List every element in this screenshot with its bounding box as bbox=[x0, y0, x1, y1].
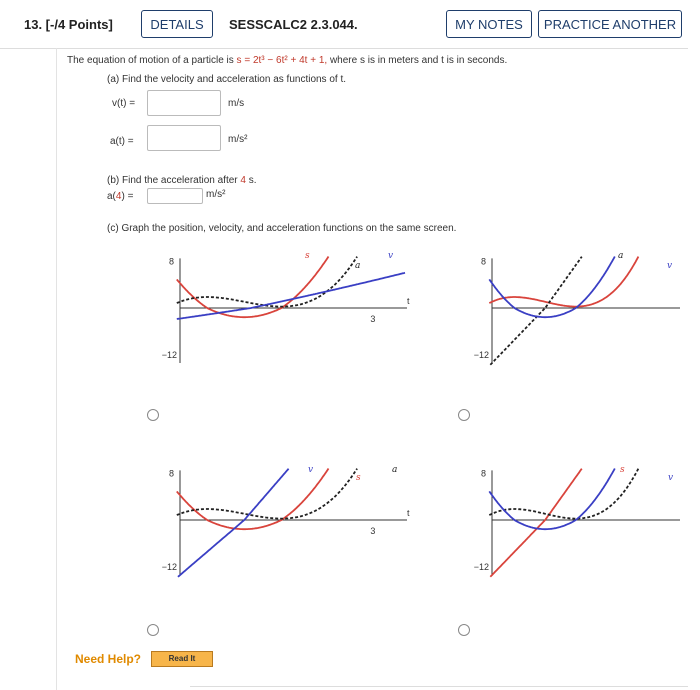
a4-label: a(4) = bbox=[107, 191, 134, 202]
v-label: v(t) = bbox=[112, 98, 136, 109]
need-help-label: Need Help? bbox=[75, 652, 142, 666]
part-c-prompt: (c) Graph the position, velocity, and acceleration functions on the same screen. bbox=[107, 223, 457, 234]
x-axis-label: t bbox=[407, 296, 410, 306]
details-button[interactable]: DETAILS bbox=[141, 10, 213, 38]
curve-label-v: v bbox=[308, 465, 314, 475]
practice-another-button[interactable]: PRACTICE ANOTHER bbox=[538, 10, 682, 38]
part-b-prompt: (b) Find the acceleration after 4 s. bbox=[107, 175, 257, 186]
bottom-divider bbox=[190, 686, 688, 687]
part-a-prompt: (a) Find the velocity and acceleration as functions of t. bbox=[107, 74, 347, 85]
curve-label-a: a bbox=[618, 251, 624, 261]
question-number: 13. [-/4 Points] bbox=[24, 17, 113, 32]
my-notes-button[interactable]: MY NOTES bbox=[446, 10, 532, 38]
a-unit: m/s² bbox=[228, 134, 248, 145]
read-it-button[interactable]: Read It bbox=[151, 651, 213, 667]
a4-input[interactable] bbox=[147, 188, 203, 204]
y-top-tick: 8 bbox=[168, 256, 174, 267]
problem-code: SESSCALC2 2.3.044. bbox=[229, 17, 358, 32]
y-top-tick: 8 bbox=[480, 468, 486, 479]
curve-a bbox=[490, 257, 582, 365]
curve-a bbox=[177, 257, 357, 307]
velocity-input[interactable] bbox=[147, 90, 221, 116]
y-bottom-tick: −12 bbox=[161, 562, 177, 573]
radio-graph-3[interactable] bbox=[147, 624, 159, 636]
y-top-tick: 8 bbox=[480, 256, 486, 267]
curve-label-a: a bbox=[355, 261, 361, 271]
curve-s bbox=[490, 469, 582, 577]
radio-graph-1[interactable] bbox=[147, 409, 159, 421]
graph-option-4 bbox=[460, 448, 690, 638]
x-tick-3: 3 bbox=[370, 314, 376, 324]
question-header bbox=[0, 0, 688, 49]
curve-label-s: s bbox=[620, 465, 625, 475]
graph-option-2 bbox=[460, 236, 690, 426]
v-unit: m/s bbox=[228, 98, 245, 109]
curve-v bbox=[177, 273, 405, 319]
radio-graph-2[interactable] bbox=[458, 409, 470, 421]
acceleration-input[interactable] bbox=[147, 125, 221, 151]
curve-label-s: s bbox=[356, 473, 361, 483]
question-intro: The equation of motion of a particle is s = 2t³ − 6t² + 4t + 1, where s is in meters and t is in seconds. bbox=[67, 55, 508, 66]
y-bottom-tick: −12 bbox=[161, 350, 177, 361]
a-label: a(t) = bbox=[110, 136, 134, 147]
curve-label-s: s bbox=[305, 251, 310, 261]
x-tick-3: 3 bbox=[370, 526, 376, 536]
curve-v bbox=[178, 469, 289, 577]
y-bottom-tick: −12 bbox=[473, 350, 489, 361]
graph-option-1 bbox=[150, 236, 420, 426]
curve-label-v: v bbox=[668, 473, 674, 483]
content-divider bbox=[56, 48, 57, 690]
y-top-tick: 8 bbox=[168, 468, 174, 479]
curve-label-v: v bbox=[667, 261, 673, 271]
a4-unit: m/s² bbox=[206, 189, 226, 200]
equation: s = 2t³ − 6t² + 4t + 1, bbox=[236, 55, 328, 66]
y-bottom-tick: −12 bbox=[473, 562, 489, 573]
x-axis-label: t bbox=[407, 508, 410, 518]
curve-label-v: v bbox=[388, 251, 394, 261]
radio-graph-4[interactable] bbox=[458, 624, 470, 636]
curve-label-a: a bbox=[392, 465, 398, 475]
graph-option-3 bbox=[150, 448, 420, 638]
